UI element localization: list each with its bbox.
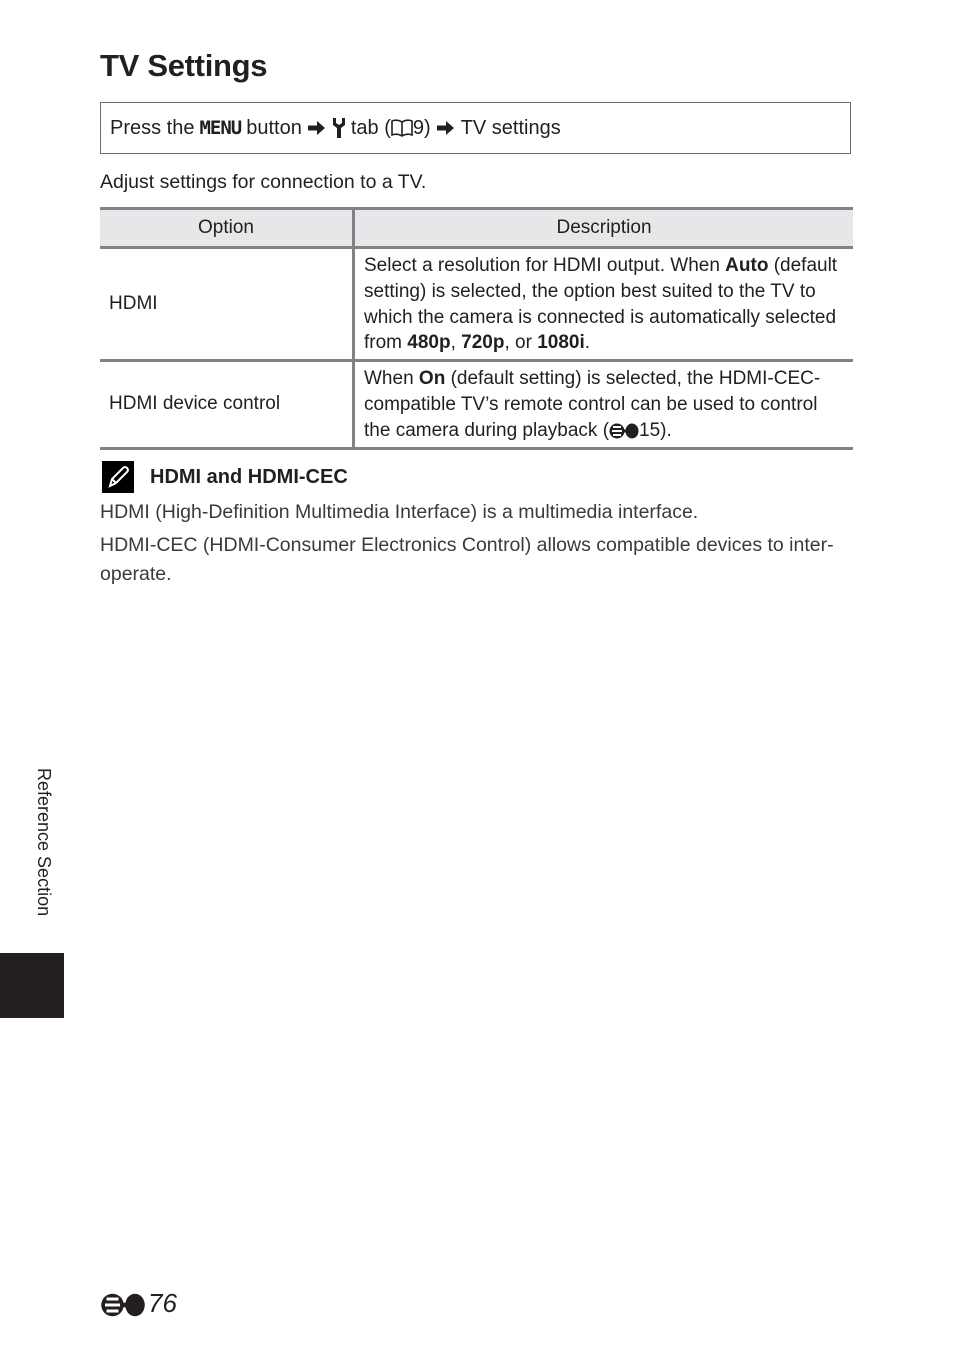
description-hdmi-device-control bbox=[354, 361, 854, 448]
note-paragraph-1: HDMI (High-Definition Multimedia Interface) is a multimedia interface. bbox=[100, 501, 699, 523]
page-number bbox=[100, 1288, 177, 1319]
section-tab-marker bbox=[0, 953, 64, 1018]
side-section-label: Reference Section bbox=[34, 768, 54, 917]
desc-text: When bbox=[364, 368, 419, 390]
pencil-note-icon bbox=[102, 461, 134, 493]
note-header bbox=[102, 460, 348, 494]
menu-path-box bbox=[100, 102, 851, 154]
tv-settings-destination: TV settings bbox=[460, 116, 561, 139]
button-text: button bbox=[246, 116, 302, 139]
note-title: HDMI and HDMI-CEC bbox=[150, 465, 348, 488]
tab-text: tab ( bbox=[350, 116, 391, 139]
arrow-right-icon bbox=[308, 117, 326, 140]
description-hdmi bbox=[354, 248, 854, 361]
option-hdmi-device-control: HDMI device control bbox=[100, 361, 354, 448]
table-row bbox=[100, 361, 853, 448]
header-description: Description bbox=[354, 209, 854, 248]
desc-text: , bbox=[450, 332, 462, 354]
resolution-720p: 720p bbox=[461, 332, 505, 354]
desc-text: Select a resolution for HDMI output. When bbox=[364, 255, 726, 276]
intro-text: Adjust settings for connection to a TV. bbox=[100, 171, 427, 193]
option-hdmi: HDMI bbox=[100, 248, 354, 361]
page-title: TV Settings bbox=[100, 48, 268, 83]
settings-table bbox=[100, 207, 853, 450]
reference-section-icon bbox=[609, 420, 639, 441]
desc-text: (default setting) is selected, the HDMI-CEC-compatible TV’s remote control can be used to control the camera during playback ( bbox=[364, 368, 821, 441]
page-number-value: 76 bbox=[148, 1288, 177, 1318]
table-row bbox=[100, 248, 853, 361]
on-value: On bbox=[418, 368, 446, 390]
wrench-setup-icon bbox=[332, 117, 346, 140]
tab-page-ref: 9) bbox=[412, 116, 431, 139]
desc-text: 15). bbox=[639, 419, 672, 441]
desc-text: . bbox=[584, 332, 591, 354]
menu-button-label: MENU bbox=[199, 117, 242, 139]
arrow-right-icon-2 bbox=[437, 117, 455, 140]
desc-text: (default setting) is selected, the option best suited to the TV to which the camera is connected is automatically selected from bbox=[364, 255, 838, 354]
header-option: Option bbox=[100, 209, 354, 248]
resolution-1080i: 1080i bbox=[537, 332, 585, 354]
reference-section-icon bbox=[100, 1288, 146, 1319]
auto-value: Auto bbox=[725, 255, 769, 276]
desc-text: , or bbox=[504, 332, 538, 354]
table-header-row bbox=[100, 209, 853, 248]
book-reference-icon bbox=[391, 117, 413, 140]
resolution-480p: 480p bbox=[407, 332, 451, 354]
note-paragraph-2: HDMI-CEC (HDMI-Consumer Electronics Control) allows compatible devices to inter-operate. bbox=[100, 534, 834, 585]
press-the-text: Press the bbox=[110, 116, 195, 139]
